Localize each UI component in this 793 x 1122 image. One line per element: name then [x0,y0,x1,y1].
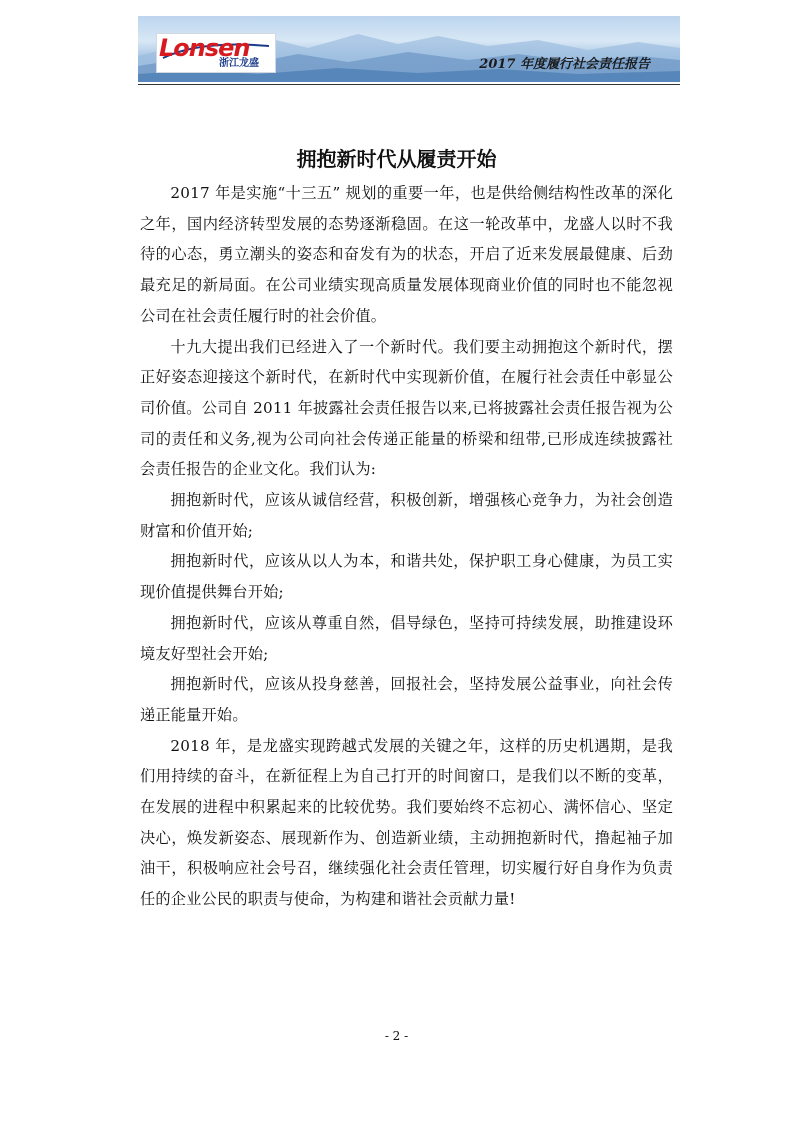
paragraph: 2018 年，是龙盛实现跨越式发展的关键之年，这样的历史机遇期，是我们用持续的奋斗，在新征程上为自己打开的时间窗口，是我们以不断的变革，在发展的进程中积累起来的比较优势。我们要始终不忘初心、满怀信心、坚定决心，焕发新姿态、展现新作为、创造新业绩，主动拥抱新时代，撸起袖子加油干，积极响应社会号召，继续强化社会责任管理，切实履行好自身作为负责任的企业公民的职责与使命，为构建和谐社会贡献力量! [140,736,673,909]
page-title: 拥抱新时代从履责开始 [296,147,497,171]
header-divider [138,84,680,85]
report-title: 2017 年度履行社会责任报告 [479,57,650,72]
paragraph: 拥抱新时代，应该从尊重自然，倡导绿色，坚持可持续发展，助推建设环境友好型社会开始; [140,613,673,663]
company-logo [156,33,276,73]
paragraph: 拥抱新时代，应该从投身慈善，回报社会，坚持发展公益事业，向社会传递正能量开始。 [140,675,673,724]
paragraph: 2017 年是实施“十三五” 规划的重要一年，也是供给侧结构性改革的深化之年，国内经济转型发展的态势逐渐稳固。在这一轮改革中，龙盛人以时不我待的心态，勇立潮头的姿态和奋发有为的状态，开启了近来发展最健康、后劲最充足的新局面。在公司业绩实现高质量发展体现商业价值的同时也不能忽视公司在社会责任履行时的社会价值。 [140,184,673,325]
logo-brand-text: Lonsen [159,34,250,62]
body-text [140,178,673,915]
header-banner [138,16,680,82]
logo-chinese-text: 浙江龙盛 [219,58,259,69]
paragraph: 拥抱新时代，应该从诚信经营，积极创新，增强核心竞争力，为社会创造财富和价值开始; [140,491,673,540]
page-number: - 2 - [384,1029,409,1043]
paragraph: 十九大提出我们已经进入了一个新时代。我们要主动拥抱这个新时代，摆正好姿态迎接这个新时代，在新时代中实现新价值，在履行社会责任中彰显公司价值。公司自 2011 年披露社会责任报告以来,已将披露社会责任报告视为公司的责任和义务,视为公司向社会传递正能量的桥梁和纽带,已形成连续披露社会责任报告的企业文化。我们认为: [140,337,673,479]
paragraph: 拥抱新时代，应该从以人为本，和谐共处，保护职工身心健康，为员工实现价值提供舞台开始; [140,552,673,602]
